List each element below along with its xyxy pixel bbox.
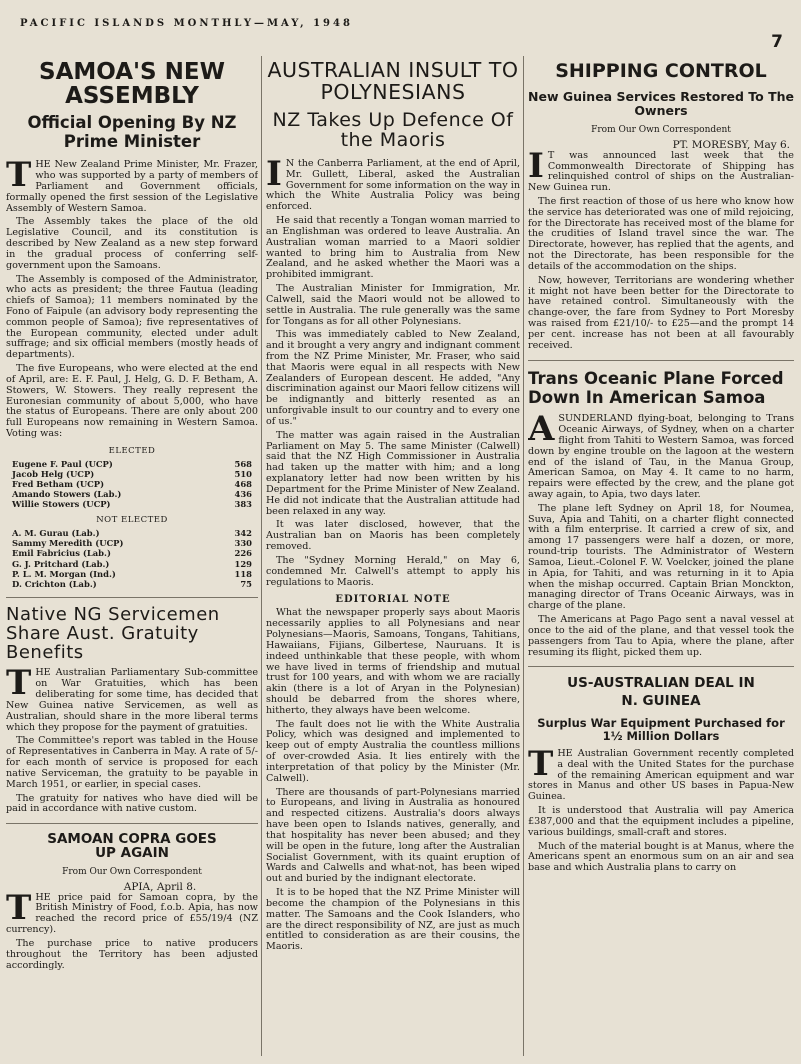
paragraph: The fault does not lie with the White Australia Policy, which was designed and implemented to keep out of empty Australia the countless millions of over-crowded Asia. It lies entirely with the interpretation of that policy by the Minister (Mr. Calwell).	[266, 718, 520, 784]
page-number: 7	[771, 32, 783, 52]
divider	[528, 666, 794, 667]
article-australian-insult	[266, 60, 520, 953]
table-row	[6, 528, 258, 538]
table-row	[6, 479, 258, 489]
candidate-name: P. L. M. Morgan (Ind.)	[12, 568, 116, 579]
subheadline: Official Opening By NZ Prime Minister	[27, 113, 237, 152]
article-trans-oceanic-plane	[528, 369, 794, 659]
article-servicemen	[6, 603, 258, 815]
vote-count: 330	[234, 538, 252, 549]
paragraph: THE Australian Government recently completed a deal with the United States for the purchase of the remaining American equipment and war stores in Manus and other US bases in Papua-New Guinea.	[528, 743, 794, 803]
candidate-name: G. J. Pritchard (Lab.)	[12, 558, 110, 569]
article-samoa-assembly	[6, 60, 258, 589]
table-row	[6, 459, 258, 469]
paragraph: It was later disclosed, however, that the Australian ban on Maoris has been completely removed.	[266, 519, 520, 553]
paragraph: The Committee's report was tabled in the House of Representatives in Canberra in May. A rate of 5/- for each month of service is proposed for each native Serviceman, the gratuity to be payable in March 1951, or earlier, in special cases.	[6, 735, 258, 790]
paragraph: Much of the material bought is at Manus, where the Americans spent an enormous sum on an air and sea base and which Australia plans to carry on	[528, 840, 794, 874]
paragraph: He said that recently a Tongan woman married to an Englishman was ordered to leave Australia. An Australian woman married to a Maori soldier wanted to bring him to Australia from New Zealand, and he asked whether the Maori was a prohibited immigrant.	[266, 215, 520, 281]
divider	[6, 823, 258, 824]
elected-table	[6, 459, 258, 509]
candidate-name: Willie Stowers (UCP)	[12, 499, 111, 510]
vote-count: 226	[234, 548, 252, 559]
paragraph: THE New Zealand Prime Minister, Mr. Frazer, who was supported by a party of members of Parliament and Government officials, formally opened the first session of the Legislative Assembly of Western Samoa.	[6, 155, 258, 214]
correspondent-credit: From Our Own Correspondent	[591, 124, 731, 135]
headline: SHIPPING CONTROL	[555, 60, 767, 82]
article-us-australian-deal	[528, 675, 794, 874]
page-header	[0, 0, 801, 50]
candidate-name: Amando Stowers (Lab.)	[12, 489, 122, 500]
table-row	[6, 489, 258, 499]
paragraph: This was immediately cabled to New Zealand, and it brought a very angry and indignant comment from the NZ Prime Minister, Mr. Fraser, who said that Maoris were equal in all respects with New Zealanders of European descent. He added, "Any discrimination against our Maori fellow citizens will be indignantly and bitterly resented as an unforgivable insult to our country and to every one of us."	[266, 329, 520, 427]
candidate-name: Fred Betham (UCP)	[12, 479, 105, 490]
running-head: PACIFIC ISLANDS MONTHLY—MAY, 1948	[20, 18, 353, 29]
table-row	[6, 548, 258, 558]
vote-count: 129	[234, 558, 252, 569]
table-row	[6, 538, 258, 548]
table-row	[6, 469, 258, 479]
not-elected-heading: NOT ELECTED	[96, 515, 168, 526]
table-row	[6, 579, 258, 589]
dateline: PT. MORESBY, May 6.	[672, 138, 790, 151]
correspondent-credit: From Our Own Correspondent	[62, 866, 202, 877]
paragraph: ASUNDERLAND flying-boat, belonging to Trans Oceanic Airways, of Sydney, when on a charter flight from Tahiti to Western Samoa, was forced down by engine trouble on the lagoon at the western end of the island of Tau, in the Manua Group, American Samoa, on May 4. It came to no harm, repairs were effected by the crew, and the plane got away again, to Apia, two days later.	[528, 409, 794, 500]
paragraph: Now, however, Territorians are wondering whether it might not have been better for the Directorate to have retained control. Simultaneously with the change-over, the fare from Sydney to Port Moresby was raised from £21/10/- to £25—and the prompt 14 per cent. increase has not been at all favourably received.	[528, 274, 794, 351]
not-elected-table	[6, 528, 258, 588]
article-copra	[6, 832, 258, 971]
headline: SAMOA'S NEW ASSEMBLY	[39, 59, 225, 110]
vote-count: 118	[234, 568, 252, 579]
table-row	[6, 569, 258, 579]
paragraph: THE Australian Parliamentary Sub-committee on War Gratuities, which has been deliberating for some time, has decided that New Guinea native Servicemen, as well as Australian, should share in the more liberal terms which they propose for the payment of gratuities.	[6, 663, 258, 733]
paragraph: IN the Canberra Parliament, at the end of April, Mr. Gullett, Liberal, asked the Australian Government for some information on the way in which the White Australia Policy was being enforced.	[266, 153, 520, 213]
vote-count: 510	[234, 469, 252, 479]
column-rule-2	[523, 56, 524, 1056]
vote-count: 436	[234, 489, 252, 500]
paragraph: The Australian Minister for Immigration, Mr. Calwell, said the Maori would not be allowed to settle in Australia. The rule generally was the same for Tongans as for all other Polynesians.	[266, 283, 520, 327]
column-2	[266, 56, 520, 1064]
dateline: APIA, April 8.	[123, 880, 197, 893]
paragraph: The gratuity for natives who have died will be paid in accordance with native custom.	[6, 792, 258, 815]
paragraph: The plane left Sydney on April 18, for Noumea, Suva, Apia and Tahiti, on a charter flight connected with a film enterprise. It carried a crew of six, and among 17 passengers were half a dozen, or more, round-trip tourists. The Administrator of Western Samoa, Lieut.-Colonel F. W. Voelcker, joined the plane in Apia, for Tahiti, and was returning in it to Apia when the mishap occurred. Captain Brian Monckton, managing director of Trans Oceanic Airways, was in charge of the plane.	[528, 502, 794, 612]
paragraph: The Americans at Pago Pago sent a naval vessel at once to the aid of the plane, and that vessel took the passengers from Tau to Apia, where the plane, after resuming its flight, picked them up.	[528, 614, 794, 658]
vote-count: 75	[240, 578, 252, 589]
vote-count: 383	[234, 499, 252, 510]
editorial-note-heading: EDITORIAL NOTE	[335, 594, 451, 606]
headline: SAMOAN COPRA GOES UP AGAIN	[47, 831, 217, 862]
table-row	[6, 499, 258, 509]
paragraph: The five Europeans, who were elected at the end of April, are: E. F. Paul, J. Helg, G. D. F. Betham, A. Stowers, W. Stowers. They really represent the Euronesian community of about 5,000, who have the status of Europeans. There are only about 200 full Europeans now remaining in Western Samoa. Voting was:	[6, 363, 258, 440]
paragraph: The matter was again raised in the Australian Parliament on May 5. The same Minister (Calwell) said that the NZ High Commissioner in Australia had taken up the matter with him; and a long explanatory letter had now been written by his Department for the Prime Minister of New Zealand. He did not indicate that the Australian attitude had been relaxed in any way.	[266, 429, 520, 517]
headline: AUSTRALIAN INSULT TO POLYNESIANS	[267, 58, 519, 104]
table-row	[6, 559, 258, 569]
vote-count: 468	[234, 479, 252, 490]
paragraph: The first reaction of those of us here who know how the service has deteriorated was one of mild rejoicing, for the Directorate has received most of the blame for the crudities of Island travel since the war. The Directorate, however, has replied that the agents, and not the Directorate, has been responsible for the details of the accommodation on the ships.	[528, 196, 794, 272]
candidate-name: D. Crichton (Lab.)	[12, 578, 97, 589]
paragraph: IT was announced last week that the Commonwealth Directorate of Shipping has relinquished control of ships on the Australian-New Guinea run.	[528, 145, 794, 194]
column-rule-1	[261, 56, 262, 1056]
candidate-name: Sammy Meredith (UCP)	[12, 538, 124, 549]
subheadline: New Guinea Services Restored To The Owners	[528, 88, 794, 119]
paragraph: The Assembly is composed of the Administrator, who acts as president; the three Fautua (leading chiefs of Samoa); 11 members nominated by the Fono of Faipule (an advisory body representing the common people of Samoa); five representatives of the European community, elected under adult suffrage; and six official members (mostly heads of departments).	[6, 273, 258, 361]
paragraph: It is understood that Australia will pay America £387,000 and that the equipment includes a pipeline, various buildings, small-craft and stores.	[528, 805, 794, 838]
candidate-name: Jacob Helg (UCP)	[12, 469, 95, 479]
elected-heading: ELECTED	[108, 445, 156, 456]
vote-count: 568	[234, 458, 252, 469]
paragraph: The Assembly takes the place of the old Legislative Council, and its constitution is described by New Zealand as a new step forward in the gradual process of conferring self-government upon the Samoans.	[6, 216, 258, 271]
vote-count: 342	[234, 528, 252, 539]
headline: US-AUSTRALIAN DEAL IN N. GUINEA	[567, 675, 755, 709]
headline: Trans Oceanic Plane Forced Down In American Samoa	[528, 368, 784, 408]
article-shipping-control	[528, 62, 794, 352]
candidate-name: Eugene F. Paul (UCP)	[12, 458, 113, 469]
subheadline: NZ Takes Up Defence Of the Maoris	[272, 109, 514, 151]
column-1	[6, 56, 258, 1064]
column-3	[528, 56, 794, 1064]
paragraph: The "Sydney Morning Herald," on May 6, condemned Mr. Calwell's attempt to apply his regulations to Maoris.	[266, 554, 520, 588]
subheadline: Surplus War Equipment Purchased for 1½ Million Dollars	[537, 715, 785, 743]
paragraph: It is to be hoped that the NZ Prime Minister will become the champion of the Polynesians in this matter. The Samoans and the Cook Islanders, who are the direct responsibility of NZ, are just as much entitled to consideration as are their cousins, the Maoris.	[266, 887, 520, 953]
candidate-name: A. M. Gurau (Lab.)	[12, 528, 100, 539]
divider	[528, 360, 794, 361]
headline: Native NG Servicemen Share Aust. Gratuity Benefits	[6, 603, 220, 663]
candidate-name: Emil Fabricius (Lab.)	[12, 548, 111, 559]
paragraph: There are thousands of part-Polynesians married to Europeans, and living in Australia as honoured and respected citizens. Australia's doors always have been open to Islands natives, generally, and that hospitality has never been abused; and they will be open in the future, long after the Australian Socialist Government, with its quaint eruption of Wards and Calwells and what-not, has been wiped out and buried by the indignant electorate.	[266, 786, 520, 885]
paragraph: The purchase price to native producers throughout the Territory has been adjusted accordingly.	[6, 937, 258, 971]
paragraph: THE price paid for Samoan copra, by the British Ministry of Food, f.o.b. Apia, has now reached the record price of £55/19/4 (NZ currency).	[6, 887, 258, 936]
divider	[6, 597, 258, 598]
paragraph: What the newspaper properly says about Maoris necessarily applies to all Polynesians and near Polynesians—Maoris, Samoans, Tongans, Tahitians, Hawaiians, Fijians, Gilbertese, Nauruans. It is indeed unthinkable that these people, with whom we have lived in terms of friendship and mutual trust for 100 years, and with whom we are racially akin (there is a lot of Aryan in the Polynesian) should be debarred from the shores where, hitherto, they always have been welcome.	[266, 607, 520, 716]
